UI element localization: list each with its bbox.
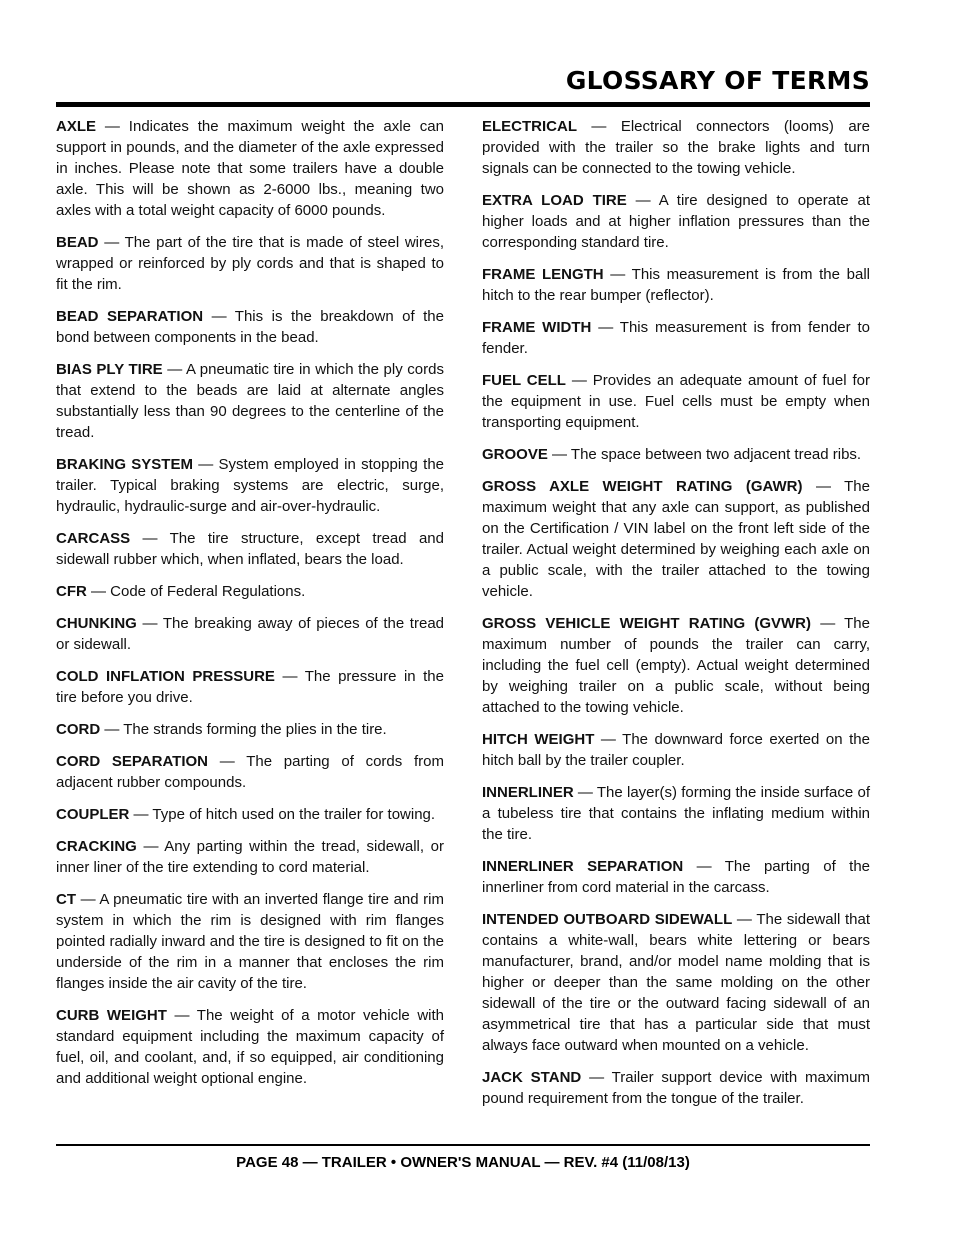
glossary-term: CORD SEPARATION: [56, 753, 209, 770]
glossary-entry-coupler: [56, 804, 444, 825]
glossary-definition: — This measurement is from fender to fender.: [482, 319, 870, 357]
glossary-term: EXTRA LOAD TIRE: [482, 192, 627, 209]
glossary-term: FRAME LENGTH: [482, 266, 604, 283]
glossary-entry-gawr: [482, 476, 870, 602]
glossary-term: CT: [56, 891, 76, 908]
glossary-term: CORD: [56, 721, 101, 738]
page-title: GLOSSARY OF TERMS: [565, 66, 870, 95]
glossary-entry-cord: [56, 719, 444, 740]
glossary-entry-frame-width: [482, 317, 870, 359]
glossary-term: CFR: [56, 583, 87, 600]
glossary-entry-bias-ply-tire: [56, 359, 444, 443]
glossary-entry-fuel-cell: [482, 370, 870, 433]
glossary-term: INNERLINER: [482, 784, 574, 801]
glossary-term: COLD INFLATION PRESSURE: [56, 668, 275, 685]
glossary-entry-extra-load-tire: [482, 190, 870, 253]
glossary-definition: — Provides an adequate amount of fuel for the equipment in use. Fuel cells must be empty when transporting equipment.: [482, 372, 870, 431]
glossary-entry-cord-separation: [56, 751, 444, 793]
glossary-definition: — Code of Federal Regulations.: [86, 583, 306, 600]
glossary-entry-intended-outboard-sidewall: [482, 909, 870, 1056]
glossary-term: CARCASS: [56, 530, 131, 547]
glossary-entry-chunking: [56, 613, 444, 655]
glossary-entry-carcass: [56, 528, 444, 570]
glossary-definition: — A pneumatic tire in which the ply cords that extend to the beads are laid at alternate angles substantially less than 90 degrees to the centerline of the tread.: [56, 361, 444, 441]
glossary-term: FRAME WIDTH: [482, 319, 592, 336]
glossary-definition: — A pneumatic tire with an inverted flange tire and rim system in which the rim is designed with rim flanges pointed radially inward and the tire is designed to fit on the underside of the rim in a manner that encloses the rim flanges inside the air cavity of the tire.: [56, 891, 444, 992]
glossary-entry-electrical: [482, 116, 870, 179]
glossary-definition: — The pressure in the tire before you drive.: [56, 668, 444, 706]
glossary-term: GROOVE: [482, 446, 548, 463]
glossary-definition: — A tire designed to operate at higher loads and at higher inflation pressures than the corresponding standard tire.: [482, 192, 871, 251]
glossary-term: COUPLER: [56, 806, 130, 823]
glossary-definition: — The maximum number of pounds the trailer can carry, including the fuel cell (empty). Actual weight determined by weighing trailer on a public scale, without being attached to the towing vehicle.: [482, 615, 870, 716]
glossary-definition: — The part of the tire that is made of steel wires, wrapped or reinforced by ply cords and that is shaped to fit the rim.: [56, 234, 444, 293]
glossary-entry-frame-length: [482, 264, 870, 306]
glossary-definition: — The sidewall that contains a white-wall, bears white lettering or bears manufacturer, brand, and/or model name molding that is higher or deeper than the same molding on the other sidewall of the tire or the outward facing sidewall of an asymmetrical tire that has a particular side that must always face outward when mounted on a vehicle.: [482, 911, 870, 1054]
glossary-entry-bead-separation: [56, 306, 444, 348]
glossary-definition: — This is the breakdown of the bond between components in the bead.: [56, 308, 444, 346]
glossary-term: GROSS AXLE WEIGHT RATING (GAWR): [482, 478, 803, 495]
glossary-entry-curb-weight: [56, 1005, 444, 1089]
glossary-definition: — The layer(s) forming the inside surface of a tubeless tire that contains the inflating medium within the tire.: [482, 784, 870, 843]
glossary-term: INNERLINER SEPARATION: [482, 858, 684, 875]
glossary-definition: — System employed in stopping the trailer. Typical braking systems are electric, surge, hydraulic, hydraulic-surge and air-over-hydraulic.: [56, 456, 444, 515]
glossary-entry-braking-system: [56, 454, 444, 517]
header-rule: [56, 102, 870, 107]
glossary-definition: — Type of hitch used on the trailer for towing.: [129, 806, 436, 823]
glossary-entry-axle: [56, 116, 444, 221]
glossary-term: CRACKING: [56, 838, 137, 855]
glossary-term: CURB WEIGHT: [56, 1007, 167, 1024]
glossary-entry-hitch-weight: [482, 729, 870, 771]
glossary-definition: — The maximum weight that any axle can support, as published on the Certification / VIN label on the front left side of the trailer. Actual weight determined by weighing each axle on a public scale, with the trailer attached to the towing vehicle.: [482, 478, 870, 600]
glossary-term: AXLE: [56, 118, 97, 135]
glossary-term: JACK STAND: [482, 1069, 582, 1086]
glossary-entry-jack-stand: [482, 1067, 870, 1109]
glossary-left-column: [56, 116, 444, 1100]
glossary-term: HITCH WEIGHT: [482, 731, 595, 748]
glossary-term: ELECTRICAL: [482, 118, 577, 135]
glossary-definition: — The tire structure, except tread and sidewall rubber which, when inflated, bears the load.: [56, 530, 444, 568]
glossary-term: BIAS PLY TIRE: [56, 361, 163, 378]
glossary-entry-ct: [56, 889, 444, 994]
glossary-definition: — The downward force exerted on the hitch ball by the trailer coupler.: [482, 731, 870, 769]
glossary-term: INTENDED OUTBOARD SIDEWALL: [482, 911, 733, 928]
glossary-term: BEAD SEPARATION: [56, 308, 204, 325]
glossary-entry-cfr: [56, 581, 444, 602]
glossary-definition: — The parting of cords from adjacent rubber compounds.: [56, 753, 444, 791]
glossary-definition: — Electrical connectors (looms) are provided with the trailer so the brake lights and turn signals can be connected to the towing vehicle.: [482, 118, 870, 177]
glossary-entry-innerliner-separation: [482, 856, 870, 898]
glossary-definition: — This measurement is from the ball hitch to the rear bumper (reflector).: [482, 266, 870, 304]
glossary-definition: — The parting of the innerliner from cord material in the carcass.: [482, 858, 870, 896]
footer-rule: [56, 1144, 870, 1146]
glossary-entry-innerliner: [482, 782, 870, 845]
glossary-term: BRAKING SYSTEM: [56, 456, 193, 473]
glossary-term: BEAD: [56, 234, 99, 251]
page-footer: PAGE 48 — TRAILER • OWNER'S MANUAL — REV. #4 (11/08/13): [236, 1154, 690, 1171]
glossary-term: GROSS VEHICLE WEIGHT RATING (GVWR): [482, 615, 812, 632]
glossary-definition: — The strands forming the plies in the tire.: [100, 721, 387, 738]
glossary-entry-bead: [56, 232, 444, 295]
glossary-definition: — The space between two adjacent tread ribs.: [547, 446, 862, 463]
glossary-entry-groove: [482, 444, 870, 465]
glossary-definition: — Any parting within the tread, sidewall, or inner liner of the tire extending to cord material.: [56, 838, 444, 876]
glossary-entry-cracking: [56, 836, 444, 878]
glossary-term: FUEL CELL: [482, 372, 566, 389]
glossary-definition: — The weight of a motor vehicle with standard equipment including the maximum capacity of fuel, oil, and coolant, and, if so equipped, air conditioning and additional weight optional engine.: [56, 1007, 444, 1087]
glossary-entry-gvwr: [482, 613, 870, 718]
glossary-entry-cold-inflation-pressure: [56, 666, 444, 708]
glossary-definition: — Trailer support device with maximum pound requirement from the tongue of the trailer.: [482, 1069, 871, 1107]
glossary-term: CHUNKING: [56, 615, 137, 632]
glossary-right-column: [482, 116, 870, 1120]
glossary-definition: — Indicates the maximum weight the axle can support in pounds, and the diameter of the axle expressed in inches. Please note that some trailers have a double axle. This will be shown as 2-6000 lbs., meaning two axles with a total weight capacity of 6000 pounds.: [56, 118, 444, 219]
glossary-definition: — The breaking away of pieces of the tread or sidewall.: [56, 615, 444, 653]
